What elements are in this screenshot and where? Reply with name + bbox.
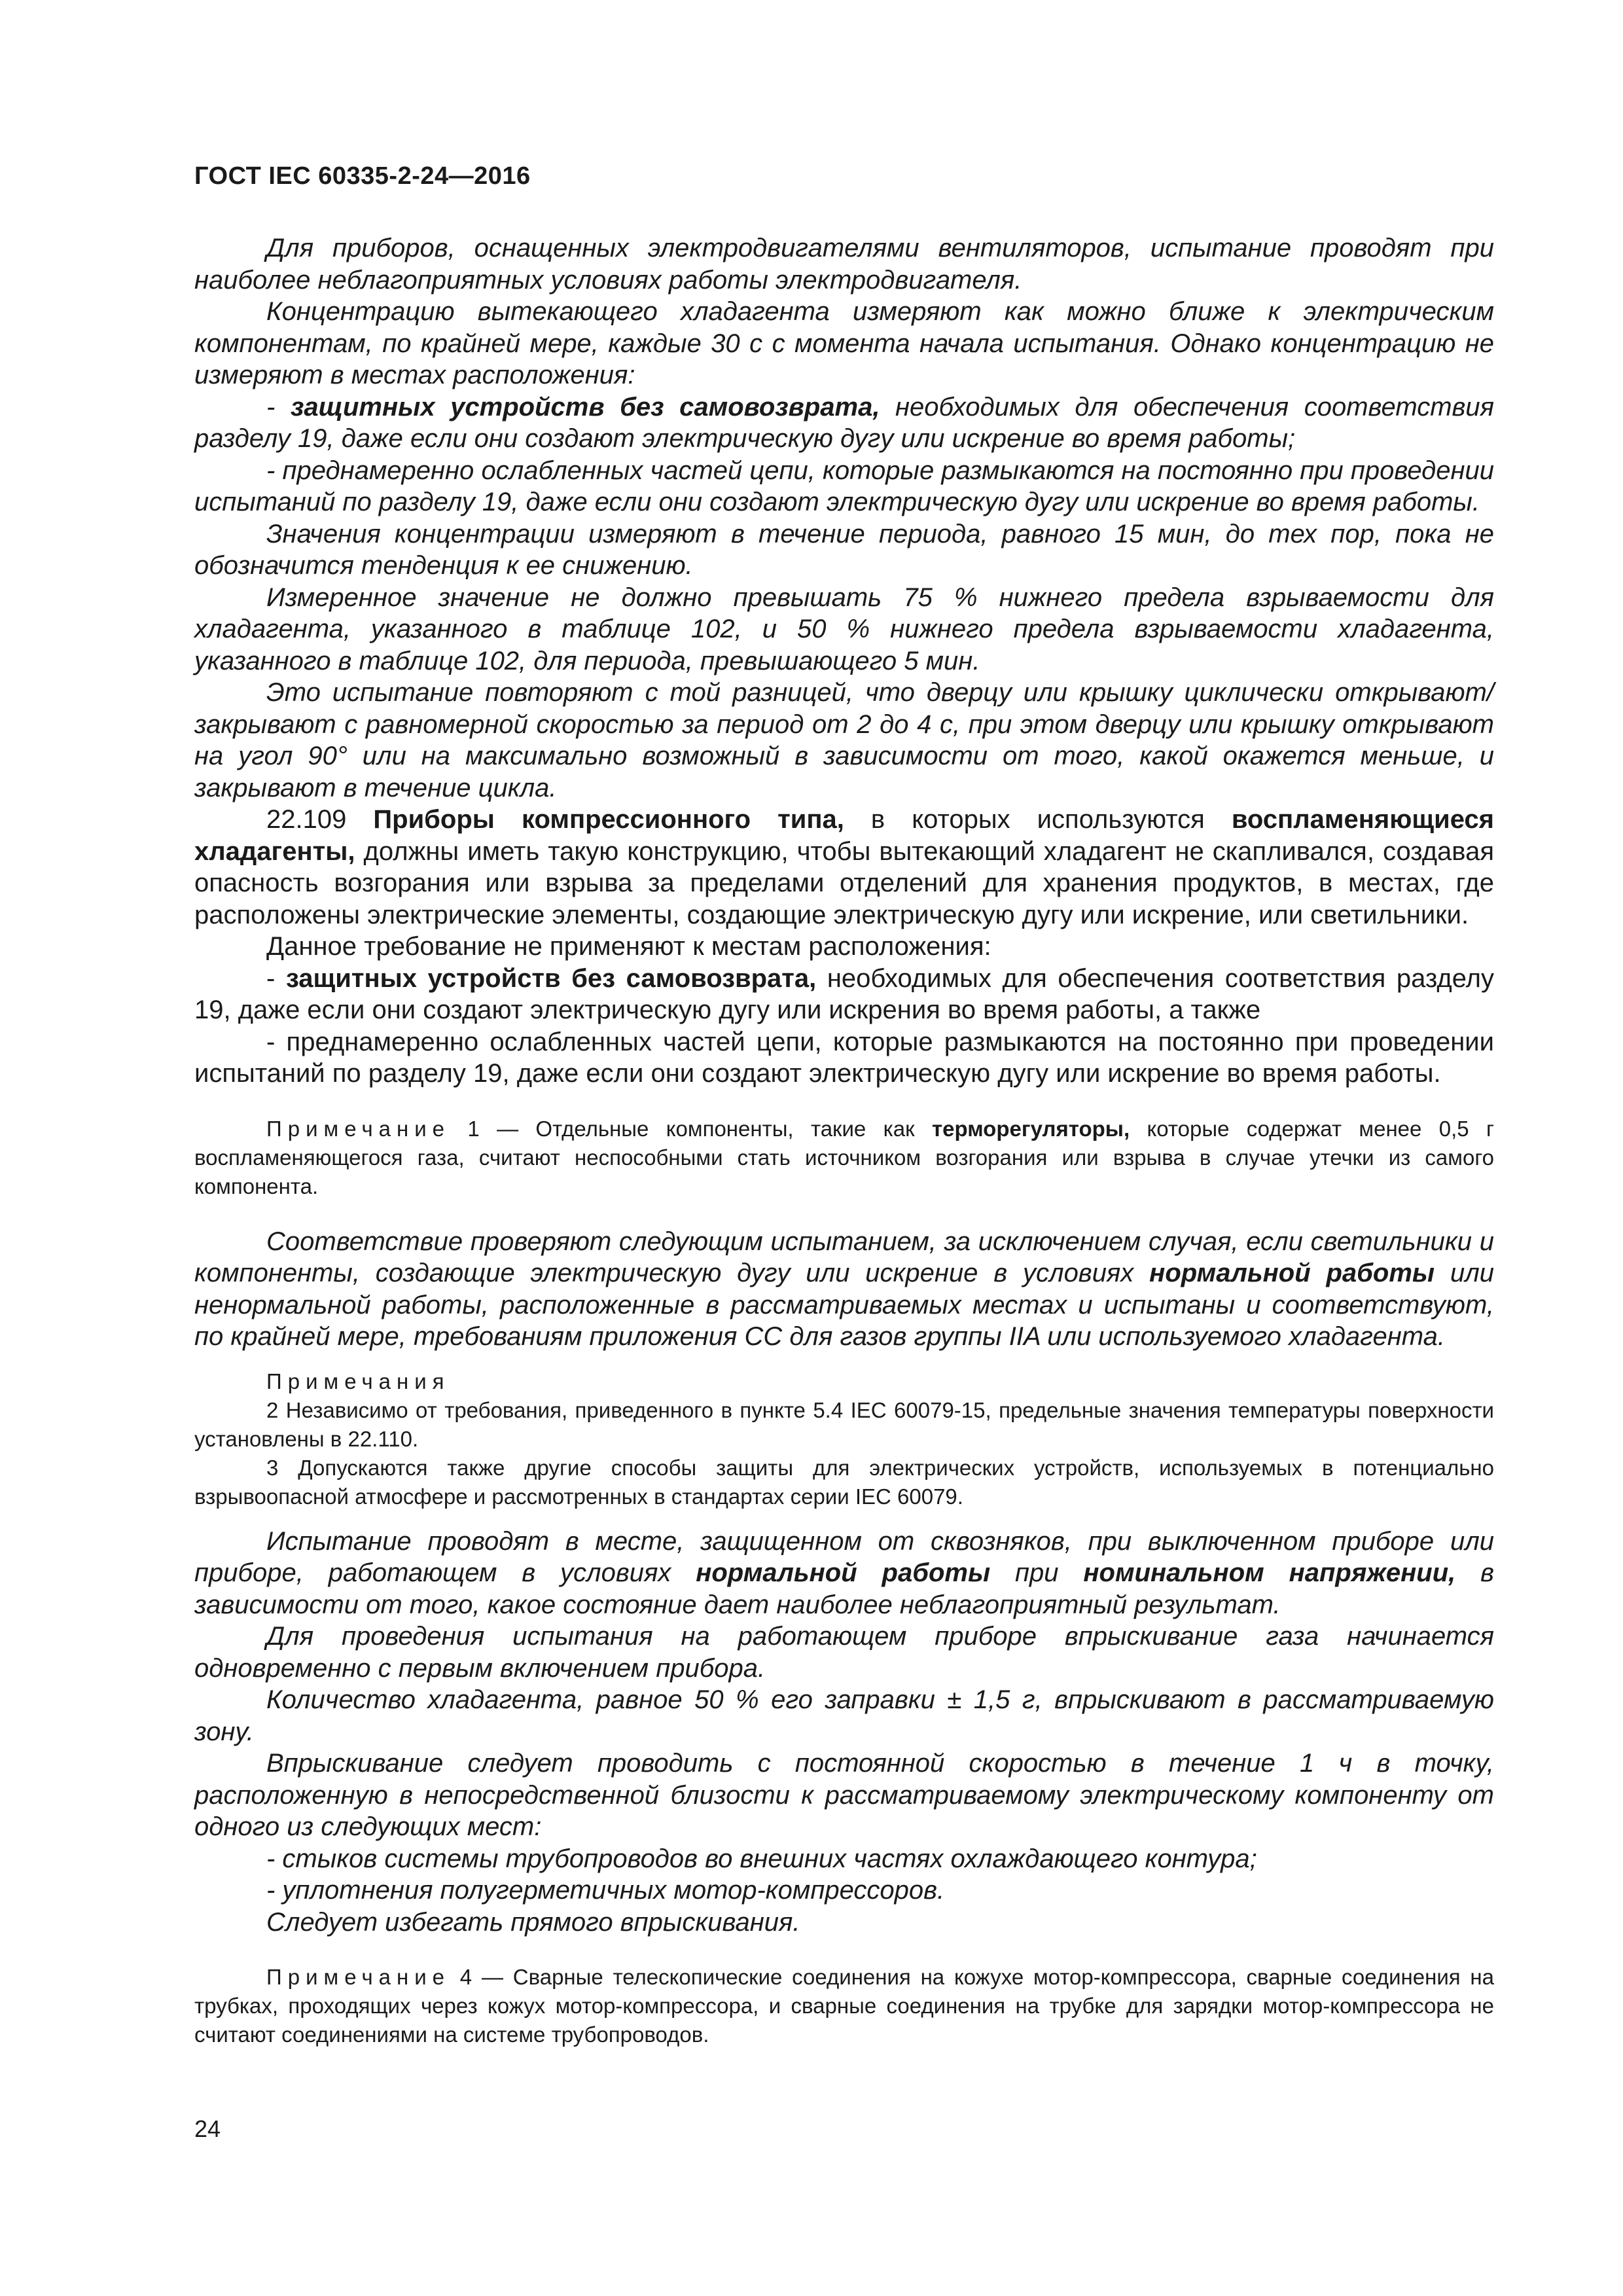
- list-dash: -: [266, 963, 286, 993]
- paragraph-measured-value: Измеренное значение не должно превышать 75 % нижнего предела взрываемости для хладагента, указанного в таблице 102, и 50 % нижнего предела взрываемости хладагента, указанного в таблице 102, для периода, превышающего 5 мин.: [194, 583, 1494, 675]
- paragraph-gas-injection-start: Для проведения испытания на работающем приборе впрыскивание газа начинается одновременно с первым включением прибора.: [194, 1622, 1494, 1683]
- paragraph-requirement-exclusions: Данное требование не применяют к местам расположения:: [266, 932, 991, 961]
- standard-header: ГОСТ IEC 60335-2-24—2016: [194, 162, 531, 190]
- term-protective-devices: защитных устройств без самовозврата,: [290, 392, 880, 422]
- list-item-text: необходимых для обеспечения соответствия разделу 19, даже если они создают электрическую дугу или искрения во время работы, а также: [194, 963, 1495, 1024]
- note-3: 3 Допускаются также другие способы защиты для электрических устройств, используемых в потенциально взрывоопасной атмосфере и рассмотренных в стандартах серии IEC 60079.: [194, 1455, 1494, 1509]
- list-item-protective-devices-2: [194, 963, 1494, 1026]
- note-label: Примечание: [266, 1116, 451, 1141]
- paragraph-concentration-measurement: Концентрацию вытекающего хладагента измеряют как можно ближе к электрическим компонентам, по крайней мере, каждые 30 с с момента начала испытания. Однако концентрацию не измеряют в местах расположения:: [194, 297, 1494, 389]
- term-protective-devices: защитных устройств без самовозврата,: [285, 963, 817, 993]
- notes-heading: Примечания: [266, 1369, 450, 1393]
- paragraph-fan-motors: Для приборов, оснащенных электродвигателями вентиляторов, испытание проводят при наиболее неблагоприятных условиях работы электродвигателя.: [194, 234, 1494, 295]
- page-number: 24: [194, 2115, 221, 2142]
- term-normal-operation: нормальной работы: [1149, 1259, 1435, 1287]
- list-item-pipe-joints: - стыков системы трубопроводов во внешних частях охлаждающего контура;: [266, 1844, 1257, 1873]
- note-2: 2 Независимо от требования, приведенного в пункте 5.4 IEC 60079-15, предельные значения температуры поверхности установлены в 22.110.: [194, 1397, 1494, 1451]
- term-normal-operation: нормальной работы: [696, 1558, 991, 1587]
- list-dash: -: [266, 392, 291, 422]
- list-item-text: необходимых для обеспечения соответствия разделу 19, даже если они создают электрическую дугу или искрение во время работы;: [194, 392, 1495, 453]
- list-item-weakened-parts: - преднамеренно ослабленных частей цепи, которые размыкаются на постоянно при проведении испытаний по разделу 19, даже если они создают электрическую дугу или искрение во время работы.: [194, 456, 1494, 516]
- paragraph-measurement-period: Значения концентрации измеряют в течение периода, равного 15 мин, до тех пор, пока не обозначится тенденция к ее снижению.: [194, 519, 1494, 580]
- list-item-weakened-parts-2: - преднамеренно ослабленных частей цепи, которые размыкаются на постоянно при проведении испытаний по разделу 19, даже если они создают электрическую дугу или искрение во время работы.: [194, 1027, 1494, 1088]
- paragraph-test-location: Испытание проводят в месте, защищенном от сквозняков, при выключенном приборе или приборе, работающем в условиях нормальной работы при номинальном напряжении, в зависимости от того, какое состояние дает наиболее неблагоприятный результат.: [194, 1526, 1495, 1619]
- paragraph-injection-rate: Впрыскивание следует проводить с постоянной скоростью в течение 1 ч в точку, расположенную в непосредственной близости к рассматриваемому электрическому компоненту от одного из следующих мест:: [194, 1749, 1494, 1841]
- list-item-protective-devices: [194, 391, 1494, 455]
- note-label: Примечание: [266, 1965, 451, 1989]
- term-compression-appliances: Приборы компрессионного типа,: [373, 805, 844, 834]
- note-4: Примечание 4 — Сварные телескопические соединения на кожухе мотор-компрессора, сварные соединения на трубках, проходящих через кожух мотор-компрессора, и сварные соединения на трубке для зарядки мотор-компрессора не считают соединениями на системе трубопроводов.: [194, 1965, 1494, 2047]
- paragraph-avoid-direct-injection: Следует избегать прямого впрыскивания.: [266, 1907, 800, 1937]
- term-thermostats: терморегуляторы,: [931, 1116, 1130, 1141]
- list-item-compressor-seals: - уплотнения полугерметичных мотор-компрессоров.: [266, 1876, 945, 1905]
- page-content: [194, 232, 1494, 2049]
- paragraph-door-cycling: Это испытание повторяют с той разницей, что дверцу или крышку циклически открывают/закрывают с равномерной скоростью за период от 2 до 4 с, при этом дверцу или крышку открывают на угол 90° или на максимально возможный в зависимости от того, какой окажется меньше, и закрывают в течение цикла.: [194, 678, 1494, 802]
- term-flammable-refrigerants: воспламеняющиеся хладагенты,: [194, 805, 1494, 866]
- paragraph-refrigerant-quantity: Количество хладагента, равное 50 % его заправки ± 1,5 г, впрыскивают в рассматриваемую зону.: [194, 1685, 1494, 1746]
- clause-number: 22.109: [266, 805, 374, 834]
- clause-22-109: 22.109 Приборы компрессионного типа, в которых используются воспламеняющиеся хладагенты, должны иметь такую конструкцию, чтобы вытекающий хладагент не скапливался, создавая опасность возгорания или взрыва за пределами отделений для хранения продуктов, в местах, где расположены электрические элементы, создающие электрическую дугу или искрение, или светильники.: [194, 805, 1494, 929]
- term-rated-voltage: номинальном напряжении,: [1083, 1558, 1456, 1587]
- paragraph-compliance-check: Соответствие проверяют следующим испытанием, за исключением случая, если светильники и компоненты, создающие электрическую дугу или искрение в условиях нормальной работы или ненормальной работы, расположенные в рассматриваемых местах и испытаны и соответствуют, по крайней мере, требованиям приложения СС для газов группы IIA или используемого хладагента.: [194, 1227, 1495, 1351]
- note-1: Примечание 1 — Отдельные компоненты, такие как терморегуляторы, которые содержат менее 0,5 г воспламеняющегося газа, считают неспособными стать источником возгорания или взрыва в случае утечки из самого компонента.: [194, 1116, 1494, 1198]
